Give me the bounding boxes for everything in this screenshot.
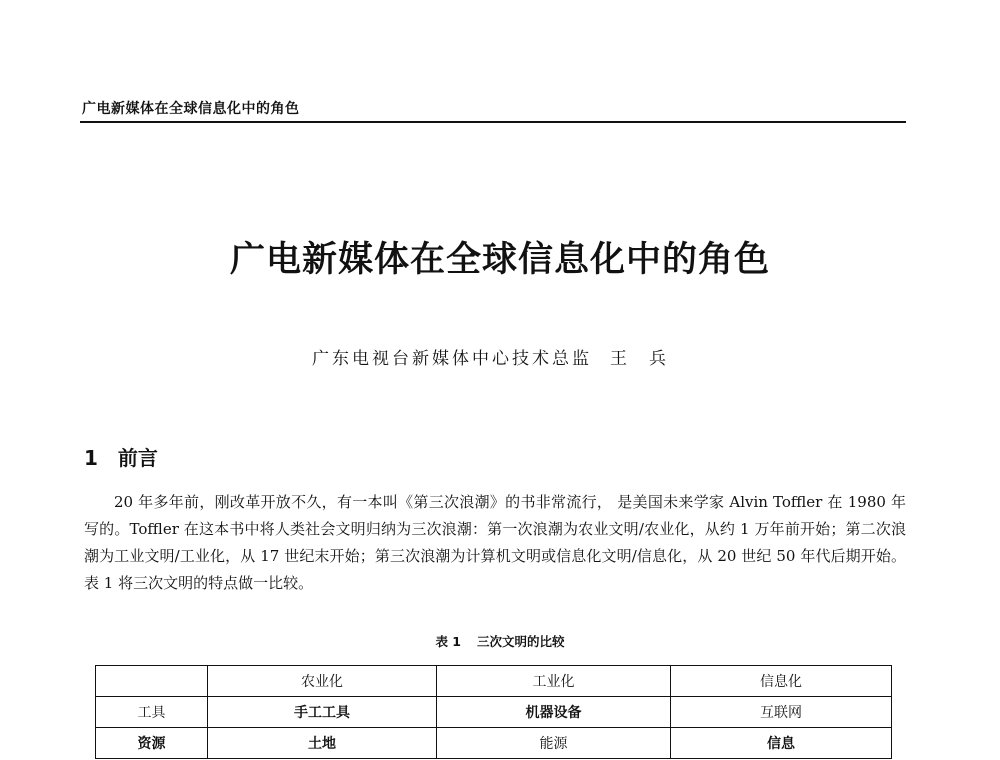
table-cell: 土地 <box>208 728 437 759</box>
table-row <box>96 697 892 728</box>
table-row-label: 资源 <box>96 728 208 759</box>
table-caption <box>0 632 1000 650</box>
section-number: 1 <box>84 446 98 470</box>
running-header: 广电新媒体在全球信息化中的角色 <box>82 101 300 117</box>
comparison-table <box>95 665 892 759</box>
table-cell: 机器设备 <box>437 697 671 728</box>
body-paragraph: 20 年多年前，刚改革开放不久，有一本叫《第三次浪潮》的书非常流行， 是美国未来学家 Alvin Toffler 在 1980 年写的。Toffler 在这本书中将人类社会文明归纳为三次浪潮：第一次浪潮为农业文明/农业化，从约 1 万年前开始；第二次浪潮为工业文明/工业化，从 17 世纪末开始；第三次浪潮为计算机文明或信息化文明/信息化，从 20 世纪 50 年代后期开始。表 1 将三次文明的特点做一比较。 <box>84 493 906 592</box>
table-cell: 信息 <box>671 728 892 759</box>
table-cell: 手工工具 <box>208 697 437 728</box>
table-header-row <box>96 666 892 697</box>
section-heading <box>84 442 158 471</box>
section-title: 前言 <box>117 446 158 470</box>
table-header-cell: 工业化 <box>437 666 671 697</box>
table-cell: 能源 <box>437 728 671 759</box>
table-cell: 互联网 <box>671 697 892 728</box>
paper-title: 广电新媒体在全球信息化中的角色 <box>229 240 770 280</box>
header-rule <box>80 121 906 123</box>
table-header-cell <box>96 666 208 697</box>
table-row <box>96 728 892 759</box>
table-row-label: 工具 <box>96 697 208 728</box>
author-name: 王兵 <box>610 349 688 369</box>
table-caption-number: 表 1 <box>435 634 462 649</box>
author-affiliation: 广东电视台新媒体中心技术总监 <box>312 349 592 369</box>
author-line <box>0 344 1000 369</box>
table-header-cell: 农业化 <box>208 666 437 697</box>
table-caption-text: 三次文明的比较 <box>477 634 565 649</box>
table-header-cell: 信息化 <box>671 666 892 697</box>
